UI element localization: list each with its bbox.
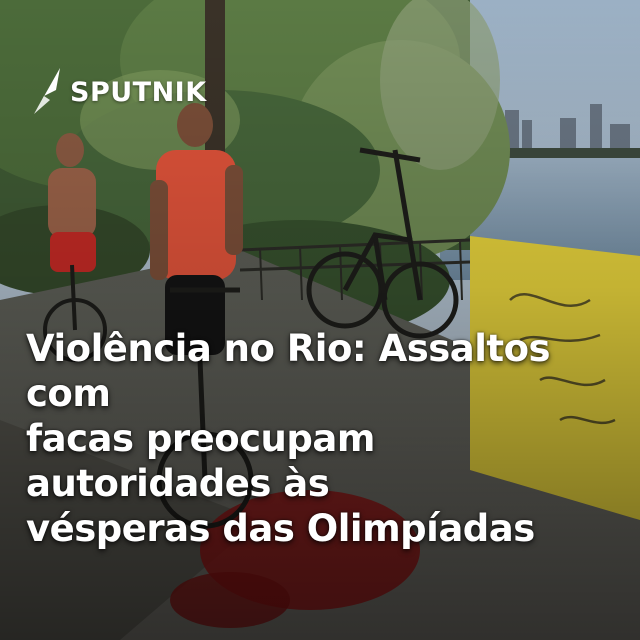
sputnik-wing-icon [30,66,64,118]
headline-line: vésperas das Olimpíadas [26,507,535,550]
headline-line: facas preocupam autoridades às [26,417,375,505]
sputnik-logo[interactable] [30,66,207,118]
headline[interactable] [26,326,606,551]
headline-line: Violência no Rio: Assaltos com [26,327,551,415]
brand-name: SPUTNIK [70,76,207,108]
